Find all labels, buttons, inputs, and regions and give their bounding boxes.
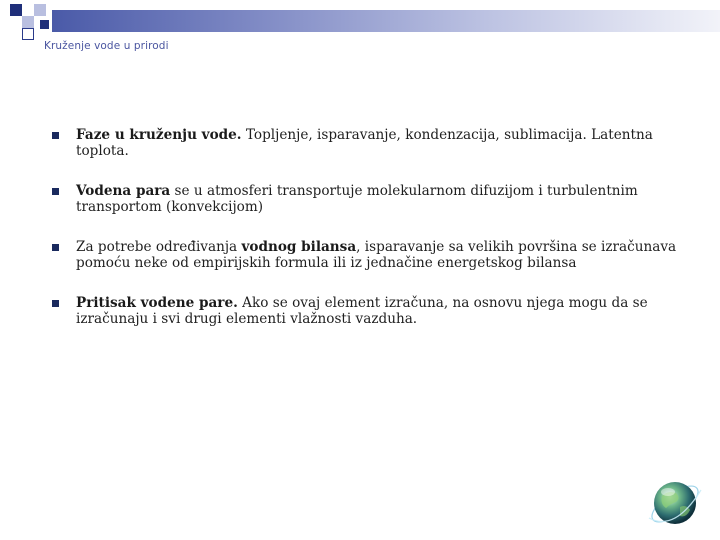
bullet-square-icon: [52, 300, 59, 307]
bullet-bold-text: Faze u kruženju vode.: [76, 127, 242, 143]
bullet-item: [52, 295, 682, 327]
bullet-text: se u atmosferi transportuje molekularnom difuzijom i turbulentnim transportom (konvekcijom): [76, 183, 638, 215]
globe-icon: [646, 474, 704, 532]
bullet-bold-text: Vodena para: [76, 183, 171, 199]
decor-square-light: [34, 4, 46, 16]
bullet-bold-text: vodnog bilansa: [241, 239, 357, 255]
bullet-item: [52, 127, 682, 159]
bullet-square-icon: [52, 188, 59, 195]
bullet-bold-text: Pritisak vodene pare.: [76, 295, 238, 311]
bullet-text: Topljenje, isparavanje, kondenzacija, sublimacija. Latentna toplota.: [76, 127, 653, 159]
bullet-item: [52, 239, 682, 271]
bullet-text: Za potrebe određivanja: [76, 239, 242, 255]
header-gradient-bar: [52, 10, 720, 32]
decor-square-navy: [40, 20, 49, 29]
bullet-list: [52, 127, 682, 327]
decor-square-outline: [22, 28, 34, 40]
decor-square-navy: [10, 4, 22, 16]
bullet-square-icon: [52, 244, 59, 251]
slide-subtitle: Kruženje vode u prirodi: [44, 40, 169, 52]
decor-square-light: [22, 16, 34, 28]
bullet-text: , isparavanje sa velikih površina se izračunava pomoću neke od empirijskih formula ili iz jednačine energetskog bilansa: [76, 239, 677, 271]
bullet-text: Ako se ovaj element izračuna, na osnovu njega mogu da se izračunaju i svi drugi elementi vlažnosti vazduha.: [76, 295, 648, 327]
bullet-square-icon: [52, 132, 59, 139]
bullet-item: [52, 183, 682, 215]
